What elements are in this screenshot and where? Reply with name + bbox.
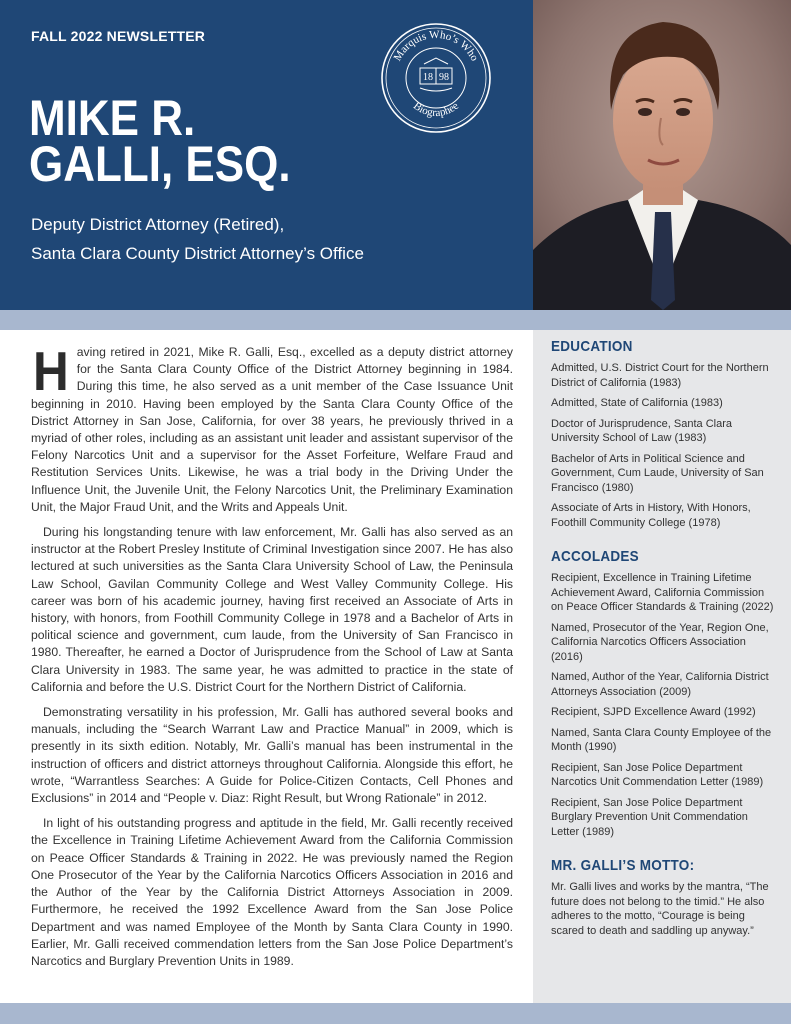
list-item: Recipient, Excellence in Training Lifetime Achievement Award, California Commission on Peace Officer Standards & Training (2022): [551, 572, 774, 613]
article-paragraph: During his longstanding tenure with law enforcement, Mr. Galli has also served as an instructor at the Robert Presley Institute of Criminal Investigation since 2007. He has also lectured at such universities as the Santa Clara University School of Law, the Peninsula Law School, Gavilan Community College and West Valley Community College. His career was born of his academic journey, having first received an Associate of Arts in history, with honors, from Foothill Community College in 1978 and a Bachelor of Arts in political science and government, cum laude, from the University of San Francisco in 1980. Thereafter, he earned a Doctor of Jurisprudence from the School of Law at Santa Clara University in 1983. The same year, he was admitted to practice in the state of California and before the U.S. District Court for the Northern District of California.: [31, 525, 513, 694]
list-item: Recipient, San Jose Police Department Narcotics Unit Commendation Letter (1989): [551, 761, 764, 788]
list-item: Associate of Arts in History, With Honors, Foothill Community College (1978): [551, 502, 751, 529]
list-item: Bachelor of Arts in Political Science and Government, Cum Laude, University of San Francisco (1980): [551, 452, 764, 494]
seal-year-right: 98: [439, 72, 449, 83]
sidebar: [533, 330, 791, 1003]
article-paragraph: In light of his outstanding progress and aptitude in the field, Mr. Galli recently received the Excellence in Training Lifetime Achievement Award from the California Commission on Peace Officer Standards & Training in 2022. He was previously named the Region One Prosecutor of the Year by the California Narcotics Officers Association in 2016 and the Author of the Year by the California District Attorneys Association in 2009. Furthermore, he received the 1992 Excellence Award from the San Jose Police Department and was named Employee of the Month by Santa Clara County in 1990. Earlier, Mr. Galli received commendation letters from the San Jose Police Department’s Narcotics and Burglary Prevention Units in 1989.: [31, 816, 513, 968]
education-heading: EDUCATION: [551, 338, 633, 355]
list-item: Named, Santa Clara County Employee of the Month (1990): [551, 726, 772, 753]
name-line-1: MIKE R.: [29, 90, 196, 146]
subtitle: [31, 210, 364, 268]
marquis-seal-logo: [380, 22, 492, 134]
list-item: Doctor of Jurisprudence, Santa Clara University School of Law (1983): [551, 417, 732, 444]
article-body: [31, 340, 513, 978]
divider-band-top: [0, 310, 791, 330]
drop-cap: H: [32, 340, 69, 402]
accolades-section: [551, 548, 776, 839]
header-banner: [0, 0, 533, 310]
seal-bottom-text: Biographee: [410, 99, 462, 120]
motto-heading: MR. GALLI’S MOTTO:: [551, 857, 695, 874]
divider-band-bottom: [0, 1003, 791, 1024]
motto-section: [551, 857, 776, 938]
list-item: Recipient, San Jose Police Department Burglary Prevention Unit Commendation Letter (1989): [551, 796, 748, 838]
list-item: Recipient, SJPD Excellence Award (1992): [551, 706, 756, 718]
portrait-image: [533, 0, 791, 310]
name-line-2: GALLI, ESQ.: [29, 136, 291, 192]
list-item: Admitted, U.S. District Court for the Northern District of California (1983): [551, 362, 769, 389]
subtitle-line-2: Santa Clara County District Attorney’s Office: [31, 244, 364, 263]
list-item: Admitted, State of California (1983): [551, 397, 723, 409]
list-item: Named, Author of the Year, California District Attorneys Association (2009): [551, 671, 769, 698]
svg-text:Biographee: [411, 100, 461, 119]
list-item: Named, Prosecutor of the Year, Region One, California Narcotics Officers Association (2016): [551, 621, 769, 663]
seal-year-left: 18: [423, 72, 433, 83]
motto-text: Mr. Galli lives and works by the mantra, “The future does not belong to the timid.” He also adheres to the motto, “Courage is being scared to death and saddling up anyway.”: [551, 881, 769, 937]
article-paragraph: Demonstrating versatility in his profession, Mr. Galli has authored several books and manuals, including the “Search Warrant Law and Practice Manual” in 2009, which is presently in its sixth edition. Notably, Mr. Galli’s manual has been instrumental in the instruction of officers and district attorneys throughout California. Alongside this effort, he wrote, “Warrantless Searches: A Guide for Police-Citizen Contacts, Cell Phones and Exclusions” in 2014 and “People v. Diaz: Right Result, but Wrong Rationale” in 2012.: [31, 705, 513, 806]
article-paragraph: Having retired in 2021, Mike R. Galli, Esq., excelled as a deputy district attorney for the Santa Clara County Office of the District Attorney beginning in 1984. During this time, he also served as a unit member of the Case Issuance Unit beginning in 2010. Having been employed by the Santa Clara County Office of the District Attorney in San Jose, California, for over 38 years, he previously thrived in a myriad of other roles, including as an assistant unit leader and assistant supervisor of the Felony Narcotics Unit and a supervisor for the Asset Forfeiture, Welfare Fraud and Restitution Services Units. Likewise, he was a trial body in the Driving Under the Influence Unit, the Juvenile Unit, the Felony Narcotics Unit, the Preliminary Examination Unit, the Major Fraud Unit, and the Writs and Appeals Unit.: [31, 340, 513, 514]
seal-top-text: Marquis Who’s Who: [391, 28, 481, 64]
portrait-photo: [533, 0, 791, 310]
newsletter-kicker: FALL 2022 NEWSLETTER: [31, 28, 206, 44]
accolades-heading: ACCOLADES: [551, 548, 639, 565]
subtitle-line-1: Deputy District Attorney (Retired),: [31, 215, 285, 234]
page-title: [29, 90, 291, 192]
education-section: [551, 338, 776, 530]
